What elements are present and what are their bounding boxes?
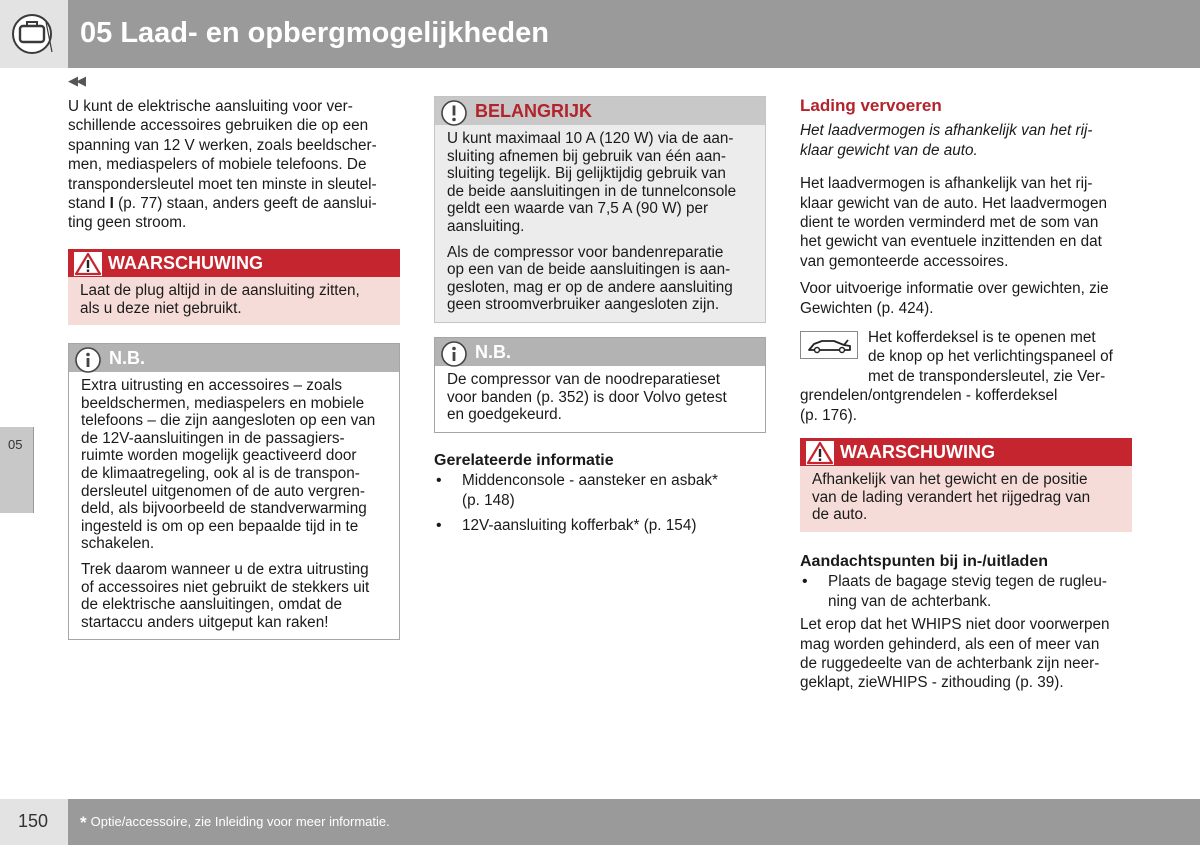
chapter-icon-box bbox=[0, 0, 68, 68]
luggage-icon bbox=[12, 14, 56, 54]
related-info-list bbox=[434, 471, 766, 535]
important-box bbox=[434, 96, 766, 323]
note-text bbox=[69, 372, 399, 639]
loading-tips bbox=[800, 552, 1132, 701]
warning-box-load bbox=[800, 438, 1132, 532]
warning-triangle-icon bbox=[806, 441, 834, 465]
note-title: N.B. bbox=[109, 348, 145, 368]
column-3 bbox=[800, 96, 1132, 425]
back-nav-arrows[interactable]: ◀◀ bbox=[68, 73, 84, 88]
car-trunk-icon bbox=[800, 331, 858, 359]
loading-tips-list bbox=[800, 572, 1132, 611]
warning-triangle-icon bbox=[74, 252, 102, 276]
note-box-compressor bbox=[434, 337, 766, 433]
page-header bbox=[0, 0, 1200, 68]
section-heading: Lading vervoeren bbox=[800, 96, 942, 115]
footnote-text: Optie/accessoire, zie Inleiding voor meer informatie. bbox=[90, 814, 390, 829]
load-capacity-paragraph: Het laadvermogen is afhankelijk van het rij- klaar gewicht van de auto. Het laadvermogen dient te worden verminderd met de som van het gewicht van eventuele inzittenden en dat van gemonteerde accessoires. bbox=[800, 175, 1107, 270]
side-tab-label: 05 bbox=[8, 437, 23, 452]
trunk-paragraph: Het kofferdeksel is te openen met de knop op het verlichtingspaneel of met de transpondersleutel, zie Ver- grendelen/ontgrendelen - kofferdeksel (p. 176). bbox=[800, 329, 1113, 424]
weights-paragraph: Voor uitvoerige informatie over gewichten, zie Gewichten (p. 424). bbox=[800, 280, 1109, 317]
page-number-box bbox=[0, 799, 68, 845]
list-item: • Plaats de bagage stevig tegen de rugleu- ning van de achterbank. bbox=[800, 572, 1132, 611]
column-1 bbox=[68, 97, 400, 241]
warning-title: WAARSCHUWING bbox=[108, 253, 263, 273]
intro-paragraph: U kunt de elektrische aansluiting voor ver- schillende accessoires gebruiken die op een spanning van 12 V werken, zoals beeldscher- men, mediaspelers of mobiele telefoons. De transpondersleutel moet ten minste in sleutel- stand I (p. 77) staan, anders geeft de aanslui- ting geen stroom. bbox=[68, 98, 377, 232]
warning-header bbox=[800, 438, 1132, 466]
page-number: 150 bbox=[18, 811, 49, 831]
note-title: N.B. bbox=[475, 342, 511, 362]
important-header bbox=[435, 97, 765, 125]
chapter-title: 05 Laad- en opbergmogelijkheden bbox=[80, 17, 549, 49]
exclamation-icon bbox=[441, 100, 467, 126]
whips-paragraph: Let erop dat het WHIPS niet door voorwerpen mag worden gehinderd, als een of meer van de ruggedeelte van de achterbank zijn neer- geklapt, zieWHIPS - zithouding (p. 39). bbox=[800, 616, 1110, 692]
related-link-middenconsole[interactable]: • Middenconsole - aansteker en asbak* (p. 148) bbox=[434, 471, 766, 510]
page-footer bbox=[0, 799, 1200, 845]
warning-box-plug bbox=[68, 249, 400, 325]
related-info bbox=[434, 451, 766, 542]
note-paragraph-2: Trek daarom wanneer u de extra uitrusting of accessoires niet gebruikt de stekkers uit de elektrische aansluitingen, omdat de startaccu anders uitgeput kan raken! bbox=[81, 560, 370, 631]
related-info-heading: Gerelateerde informatie bbox=[434, 452, 614, 469]
loading-tips-heading: Aandachtspunten bij in-/uitladen bbox=[800, 553, 1048, 570]
section-subtitle: Het laadvermogen is afhankelijk van het rij- klaar gewicht van de auto. bbox=[800, 122, 1093, 159]
footer-note bbox=[80, 813, 390, 833]
note-header bbox=[435, 338, 765, 366]
warning-text: Afhankelijk van het gewicht en de positie van de lading verandert het rijgedrag van de auto. bbox=[800, 466, 1132, 532]
footnote-star: * bbox=[80, 813, 87, 832]
important-title: BELANGRIJK bbox=[475, 101, 593, 121]
warning-text: Laat de plug altijd in de aansluiting zitten, als u deze niet gebruikt. bbox=[68, 277, 400, 325]
warning-header bbox=[68, 249, 400, 277]
note-text: De compressor van de noodreparatieset voor banden (p. 352) is door Volvo getest en goedgekeurd. bbox=[435, 366, 765, 432]
info-icon bbox=[441, 341, 467, 367]
note-box-accessories bbox=[68, 343, 400, 640]
important-paragraph-1: U kunt maximaal 10 A (120 W) via de aan- sluiting afnemen bij gebruik van één aan- sluiting tegelijk. Bij gelijktijdig gebruik van de beide aansluitingen in de tunnelconsole geldt een waarde van 7,5 A (90 W) per aansluiting. bbox=[447, 130, 737, 235]
important-paragraph-2: Als de compressor voor bandenreparatie op een van de beide aansluitingen is aan- gesloten, mag er op de andere aansluiting geen stroomverbruiker aangesloten zijn. bbox=[447, 243, 733, 314]
warning-title: WAARSCHUWING bbox=[840, 442, 995, 462]
chapter-side-tab[interactable] bbox=[0, 427, 34, 513]
note-paragraph-1: Extra uitrusting en accessoires – zoals beeldschermen, mediaspelers en mobiele telefoons – die zijn aangesloten op een van de 12V-aansluitingen in de passagiers- ruimte worden mogelijk geactiveerd door de klimaatregeling, ook al is de transpon- dersleutel uitgenomen of de auto vergren- deld, als bijvoorbeeld de standverwarming ingesteld is om op een bepaalde tijd in te schakelen. bbox=[81, 377, 376, 553]
related-link-12v-kofferbak[interactable]: • 12V-aansluiting kofferbak* (p. 154) bbox=[434, 516, 766, 535]
important-text bbox=[435, 125, 765, 322]
info-icon bbox=[75, 347, 101, 373]
note-header bbox=[69, 344, 399, 372]
